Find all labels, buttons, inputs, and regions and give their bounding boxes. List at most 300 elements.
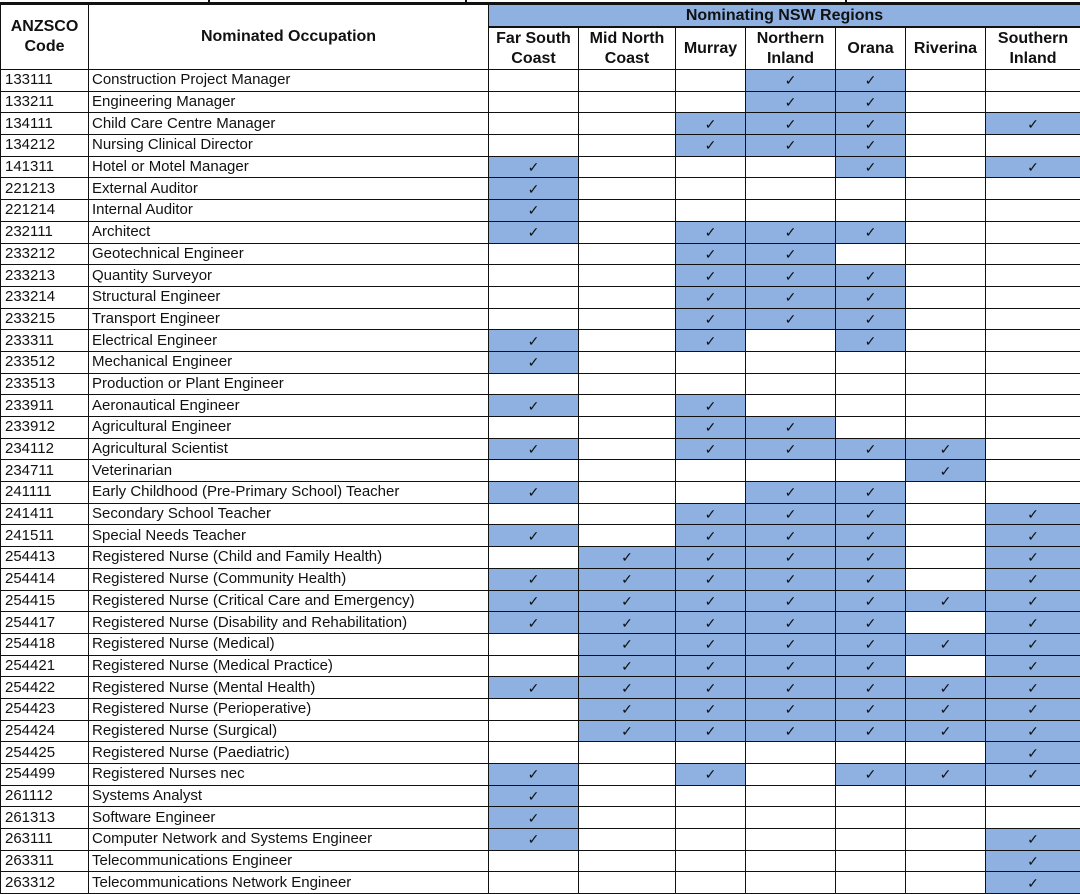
region-empty-cell (676, 785, 746, 807)
table-row (1, 286, 1080, 308)
table-row (1, 742, 1080, 764)
region-header-line2: Coast (489, 49, 578, 69)
region-checkmark-cell: ✓ (579, 612, 676, 634)
region-empty-cell (579, 308, 676, 330)
region-empty-cell (906, 330, 986, 352)
region-empty-cell (489, 547, 579, 569)
region-empty-cell (906, 742, 986, 764)
nominated-occupation-header: Nominated Occupation (89, 5, 489, 70)
region-checkmark-cell: ✓ (986, 655, 1080, 677)
region-empty-cell (986, 482, 1080, 504)
occupation-cell: Registered Nurse (Mental Health) (89, 677, 489, 699)
region-empty-cell (579, 286, 676, 308)
region-empty-cell (836, 872, 906, 894)
nominated-occupations-table (0, 4, 1080, 894)
table-row (1, 785, 1080, 807)
region-empty-cell (986, 221, 1080, 243)
region-checkmark-cell: ✓ (676, 135, 746, 157)
region-empty-cell (489, 243, 579, 265)
table-row (1, 91, 1080, 113)
region-empty-cell (579, 417, 676, 439)
region-empty-cell (489, 850, 579, 872)
occupation-cell: External Auditor (89, 178, 489, 200)
occupation-cell: Telecommunications Engineer (89, 850, 489, 872)
region-empty-cell (489, 655, 579, 677)
occupation-cell: Registered Nurse (Community Health) (89, 568, 489, 590)
occupation-cell: Systems Analyst (89, 785, 489, 807)
region-empty-cell (746, 395, 836, 417)
region-checkmark-cell: ✓ (986, 850, 1080, 872)
region-checkmark-cell: ✓ (676, 633, 746, 655)
anzsco-code-cell: 254415 (1, 590, 89, 612)
region-checkmark-cell: ✓ (836, 525, 906, 547)
region-header-line1: Far South (489, 29, 578, 49)
table-row (1, 850, 1080, 872)
occupation-cell: Internal Auditor (89, 200, 489, 222)
region-checkmark-cell: ✓ (489, 612, 579, 634)
occupation-cell: Registered Nurse (Critical Care and Emergency) (89, 590, 489, 612)
region-checkmark-cell: ✓ (746, 720, 836, 742)
region-empty-cell (986, 178, 1080, 200)
anzsco-code-cell: 254499 (1, 764, 89, 786)
region-empty-cell (986, 243, 1080, 265)
region-empty-cell (906, 178, 986, 200)
anzsco-code-cell: 241411 (1, 503, 89, 525)
region-empty-cell (906, 829, 986, 851)
region-empty-cell (489, 286, 579, 308)
region-checkmark-cell: ✓ (676, 243, 746, 265)
anzsco-code-cell: 233911 (1, 395, 89, 417)
table-row (1, 482, 1080, 504)
region-checkmark-cell: ✓ (489, 764, 579, 786)
region-empty-cell (579, 135, 676, 157)
table-row (1, 568, 1080, 590)
region-empty-cell (489, 872, 579, 894)
region-checkmark-cell: ✓ (986, 698, 1080, 720)
region-checkmark-cell: ✓ (836, 91, 906, 113)
region-checkmark-cell: ✓ (836, 568, 906, 590)
occupation-cell: Agricultural Scientist (89, 438, 489, 460)
region-checkmark-cell: ✓ (676, 330, 746, 352)
region-checkmark-cell: ✓ (836, 308, 906, 330)
region-checkmark-cell: ✓ (489, 482, 579, 504)
region-checkmark-cell: ✓ (489, 807, 579, 829)
region-header-line1: Murray (676, 39, 745, 59)
region-checkmark-cell: ✓ (836, 677, 906, 699)
region-empty-cell (906, 612, 986, 634)
region-checkmark-cell: ✓ (579, 590, 676, 612)
region-empty-cell (986, 135, 1080, 157)
region-empty-cell (746, 850, 836, 872)
table-row (1, 547, 1080, 569)
region-empty-cell (906, 417, 986, 439)
region-checkmark-cell: ✓ (986, 872, 1080, 894)
region-empty-cell (836, 178, 906, 200)
occupation-cell: Structural Engineer (89, 286, 489, 308)
region-empty-cell (746, 872, 836, 894)
region-header-6 (986, 27, 1080, 70)
table-row (1, 698, 1080, 720)
anzsco-code-cell: 254423 (1, 698, 89, 720)
region-empty-cell (986, 91, 1080, 113)
region-empty-cell (746, 178, 836, 200)
region-empty-cell (579, 200, 676, 222)
region-empty-cell (906, 200, 986, 222)
region-empty-cell (676, 373, 746, 395)
table-row (1, 178, 1080, 200)
region-checkmark-cell: ✓ (836, 265, 906, 287)
region-empty-cell (836, 395, 906, 417)
region-header-4 (836, 27, 906, 70)
region-empty-cell (836, 373, 906, 395)
anzsco-code-cell: 234112 (1, 438, 89, 460)
region-header-1 (579, 27, 676, 70)
region-header-line2: Inland (746, 49, 835, 69)
occupation-cell: Construction Project Manager (89, 70, 489, 92)
region-empty-cell (986, 438, 1080, 460)
region-empty-cell (579, 243, 676, 265)
region-checkmark-cell: ✓ (489, 568, 579, 590)
table-row (1, 135, 1080, 157)
region-empty-cell (746, 156, 836, 178)
anzsco-code-cell: 233215 (1, 308, 89, 330)
region-empty-cell (906, 91, 986, 113)
table-row (1, 243, 1080, 265)
occupation-cell: Telecommunications Network Engineer (89, 872, 489, 894)
region-empty-cell (746, 330, 836, 352)
region-empty-cell (906, 70, 986, 92)
region-empty-cell (836, 351, 906, 373)
region-empty-cell (746, 764, 836, 786)
region-checkmark-cell: ✓ (579, 633, 676, 655)
region-empty-cell (676, 482, 746, 504)
region-header-3 (746, 27, 836, 70)
region-empty-cell (986, 373, 1080, 395)
region-checkmark-cell: ✓ (676, 113, 746, 135)
occupation-cell: Registered Nurses nec (89, 764, 489, 786)
region-checkmark-cell: ✓ (676, 438, 746, 460)
anzsco-code-cell: 232111 (1, 221, 89, 243)
region-checkmark-cell: ✓ (489, 351, 579, 373)
region-checkmark-cell: ✓ (676, 612, 746, 634)
table-row (1, 395, 1080, 417)
region-checkmark-cell: ✓ (746, 135, 836, 157)
region-checkmark-cell: ✓ (986, 677, 1080, 699)
region-checkmark-cell: ✓ (746, 286, 836, 308)
region-checkmark-cell: ✓ (836, 612, 906, 634)
region-empty-cell (579, 438, 676, 460)
region-checkmark-cell: ✓ (906, 677, 986, 699)
region-checkmark-cell: ✓ (836, 330, 906, 352)
region-checkmark-cell: ✓ (836, 720, 906, 742)
region-checkmark-cell: ✓ (746, 633, 836, 655)
region-checkmark-cell: ✓ (489, 200, 579, 222)
table-row (1, 612, 1080, 634)
region-empty-cell (746, 373, 836, 395)
anzsco-code-cell: 254424 (1, 720, 89, 742)
region-empty-cell (676, 460, 746, 482)
region-empty-cell (746, 742, 836, 764)
table-row (1, 633, 1080, 655)
region-checkmark-cell: ✓ (906, 764, 986, 786)
region-checkmark-cell: ✓ (489, 395, 579, 417)
anzsco-code-cell: 254413 (1, 547, 89, 569)
anzsco-code-cell: 233311 (1, 330, 89, 352)
table-row (1, 265, 1080, 287)
occupation-cell: Agricultural Engineer (89, 417, 489, 439)
region-empty-cell (906, 243, 986, 265)
table-row (1, 460, 1080, 482)
occupation-cell: Electrical Engineer (89, 330, 489, 352)
region-checkmark-cell: ✓ (579, 655, 676, 677)
region-checkmark-cell: ✓ (986, 612, 1080, 634)
region-empty-cell (579, 482, 676, 504)
anzsco-code-cell: 254418 (1, 633, 89, 655)
region-empty-cell (836, 417, 906, 439)
region-empty-cell (836, 243, 906, 265)
region-empty-cell (986, 200, 1080, 222)
region-empty-cell (579, 113, 676, 135)
table-row (1, 221, 1080, 243)
region-checkmark-cell: ✓ (489, 525, 579, 547)
region-empty-cell (489, 113, 579, 135)
region-empty-cell (489, 698, 579, 720)
region-empty-cell (746, 460, 836, 482)
region-checkmark-cell: ✓ (676, 677, 746, 699)
region-empty-cell (906, 265, 986, 287)
region-empty-cell (986, 460, 1080, 482)
region-checkmark-cell: ✓ (836, 503, 906, 525)
region-empty-cell (489, 460, 579, 482)
region-empty-cell (489, 91, 579, 113)
anzsco-code-header-line2: Code (1, 37, 88, 57)
region-empty-cell (579, 330, 676, 352)
region-checkmark-cell: ✓ (746, 547, 836, 569)
region-checkmark-cell: ✓ (986, 156, 1080, 178)
region-checkmark-cell: ✓ (676, 286, 746, 308)
occupation-cell: Registered Nurse (Disability and Rehabilitation) (89, 612, 489, 634)
region-checkmark-cell: ✓ (579, 720, 676, 742)
anzsco-code-cell: 233513 (1, 373, 89, 395)
table-row (1, 373, 1080, 395)
table-row (1, 438, 1080, 460)
region-checkmark-cell: ✓ (489, 785, 579, 807)
region-checkmark-cell: ✓ (676, 221, 746, 243)
region-checkmark-cell: ✓ (836, 156, 906, 178)
region-empty-cell (906, 568, 986, 590)
occupation-cell: Registered Nurse (Perioperative) (89, 698, 489, 720)
nominating-regions-header: Nominating NSW Regions (489, 5, 1080, 28)
region-empty-cell (906, 373, 986, 395)
region-empty-cell (579, 503, 676, 525)
region-checkmark-cell: ✓ (836, 764, 906, 786)
region-empty-cell (906, 135, 986, 157)
anzsco-code-cell: 133111 (1, 70, 89, 92)
region-checkmark-cell: ✓ (836, 113, 906, 135)
region-empty-cell (746, 807, 836, 829)
region-empty-cell (906, 156, 986, 178)
region-header-0 (489, 27, 579, 70)
occupation-cell: Hotel or Motel Manager (89, 156, 489, 178)
region-empty-cell (676, 742, 746, 764)
anzsco-code-cell: 261112 (1, 785, 89, 807)
region-empty-cell (986, 395, 1080, 417)
region-empty-cell (906, 308, 986, 330)
region-empty-cell (579, 156, 676, 178)
occupation-cell: Registered Nurse (Surgical) (89, 720, 489, 742)
region-empty-cell (579, 265, 676, 287)
region-checkmark-cell: ✓ (746, 698, 836, 720)
region-checkmark-cell: ✓ (746, 308, 836, 330)
region-empty-cell (579, 460, 676, 482)
region-checkmark-cell: ✓ (836, 655, 906, 677)
region-checkmark-cell: ✓ (676, 720, 746, 742)
region-checkmark-cell: ✓ (906, 460, 986, 482)
region-empty-cell (489, 742, 579, 764)
region-checkmark-cell: ✓ (746, 503, 836, 525)
table-row (1, 330, 1080, 352)
region-empty-cell (986, 308, 1080, 330)
region-checkmark-cell: ✓ (579, 698, 676, 720)
occupation-cell: Software Engineer (89, 807, 489, 829)
region-checkmark-cell: ✓ (986, 720, 1080, 742)
region-checkmark-cell: ✓ (836, 633, 906, 655)
anzsco-code-cell: 254425 (1, 742, 89, 764)
region-empty-cell (906, 395, 986, 417)
region-empty-cell (906, 807, 986, 829)
occupation-cell: Registered Nurse (Paediatric) (89, 742, 489, 764)
anzsco-code-cell: 241111 (1, 482, 89, 504)
region-empty-cell (836, 742, 906, 764)
region-checkmark-cell: ✓ (489, 677, 579, 699)
anzsco-code-cell: 254414 (1, 568, 89, 590)
region-header-line1: Southern (986, 29, 1080, 49)
anzsco-code-cell: 221214 (1, 200, 89, 222)
region-checkmark-cell: ✓ (986, 113, 1080, 135)
anzsco-code-cell: 134212 (1, 135, 89, 157)
region-empty-cell (986, 417, 1080, 439)
region-checkmark-cell: ✓ (836, 590, 906, 612)
region-checkmark-cell: ✓ (986, 742, 1080, 764)
region-checkmark-cell: ✓ (986, 829, 1080, 851)
region-header-2 (676, 27, 746, 70)
region-empty-cell (906, 525, 986, 547)
anzsco-code-cell: 141311 (1, 156, 89, 178)
occupation-cell: Aeronautical Engineer (89, 395, 489, 417)
region-checkmark-cell: ✓ (579, 547, 676, 569)
region-header-line1: Northern (746, 29, 835, 49)
anzsco-code-cell: 254422 (1, 677, 89, 699)
region-empty-cell (906, 221, 986, 243)
region-empty-cell (836, 807, 906, 829)
anzsco-code-header-line1: ANZSCO (1, 17, 88, 37)
region-checkmark-cell: ✓ (746, 655, 836, 677)
anzsco-code-cell: 261313 (1, 807, 89, 829)
table-row (1, 503, 1080, 525)
region-empty-cell (746, 829, 836, 851)
table-row (1, 764, 1080, 786)
anzsco-code-cell: 263111 (1, 829, 89, 851)
region-checkmark-cell: ✓ (836, 70, 906, 92)
occupation-cell: Registered Nurse (Medical) (89, 633, 489, 655)
region-checkmark-cell: ✓ (836, 221, 906, 243)
region-empty-cell (906, 482, 986, 504)
region-checkmark-cell: ✓ (676, 655, 746, 677)
region-empty-cell (836, 829, 906, 851)
occupation-cell: Registered Nurse (Child and Family Health) (89, 547, 489, 569)
table-row (1, 590, 1080, 612)
region-checkmark-cell: ✓ (676, 395, 746, 417)
occupation-cell: Nursing Clinical Director (89, 135, 489, 157)
table-row (1, 308, 1080, 330)
region-checkmark-cell: ✓ (489, 438, 579, 460)
table-row (1, 200, 1080, 222)
region-checkmark-cell: ✓ (836, 547, 906, 569)
region-checkmark-cell: ✓ (746, 525, 836, 547)
region-empty-cell (906, 113, 986, 135)
region-empty-cell (579, 373, 676, 395)
region-checkmark-cell: ✓ (986, 547, 1080, 569)
region-checkmark-cell: ✓ (986, 525, 1080, 547)
region-checkmark-cell: ✓ (489, 178, 579, 200)
region-empty-cell (986, 785, 1080, 807)
region-empty-cell (906, 547, 986, 569)
region-header-line2: Inland (986, 49, 1080, 69)
region-header-line1: Mid North (579, 29, 675, 49)
anzsco-code-cell: 134111 (1, 113, 89, 135)
anzsco-code-cell: 233212 (1, 243, 89, 265)
region-empty-cell (489, 720, 579, 742)
anzsco-code-cell: 254421 (1, 655, 89, 677)
anzsco-code-cell: 263311 (1, 850, 89, 872)
region-checkmark-cell: ✓ (746, 677, 836, 699)
region-checkmark-cell: ✓ (906, 720, 986, 742)
region-empty-cell (836, 200, 906, 222)
region-checkmark-cell: ✓ (676, 525, 746, 547)
occupation-cell: Secondary School Teacher (89, 503, 489, 525)
occupation-cell: Registered Nurse (Medical Practice) (89, 655, 489, 677)
region-checkmark-cell: ✓ (746, 438, 836, 460)
region-empty-cell (579, 764, 676, 786)
region-empty-cell (906, 850, 986, 872)
occupation-cell: Architect (89, 221, 489, 243)
region-empty-cell (676, 91, 746, 113)
region-empty-cell (676, 807, 746, 829)
region-checkmark-cell: ✓ (906, 633, 986, 655)
region-empty-cell (579, 807, 676, 829)
region-empty-cell (906, 503, 986, 525)
region-checkmark-cell: ✓ (676, 547, 746, 569)
region-empty-cell (676, 70, 746, 92)
region-empty-cell (986, 70, 1080, 92)
region-empty-cell (746, 351, 836, 373)
anzsco-code-cell: 233912 (1, 417, 89, 439)
region-checkmark-cell: ✓ (906, 590, 986, 612)
region-checkmark-cell: ✓ (746, 221, 836, 243)
region-header-line1: Riverina (906, 39, 985, 59)
region-checkmark-cell: ✓ (746, 482, 836, 504)
region-empty-cell (676, 850, 746, 872)
occupation-cell: Production or Plant Engineer (89, 373, 489, 395)
region-checkmark-cell: ✓ (986, 503, 1080, 525)
region-checkmark-cell: ✓ (746, 590, 836, 612)
region-checkmark-cell: ✓ (746, 243, 836, 265)
occupation-cell: Special Needs Teacher (89, 525, 489, 547)
region-empty-cell (676, 829, 746, 851)
region-empty-cell (489, 503, 579, 525)
region-header-5 (906, 27, 986, 70)
table-row (1, 351, 1080, 373)
